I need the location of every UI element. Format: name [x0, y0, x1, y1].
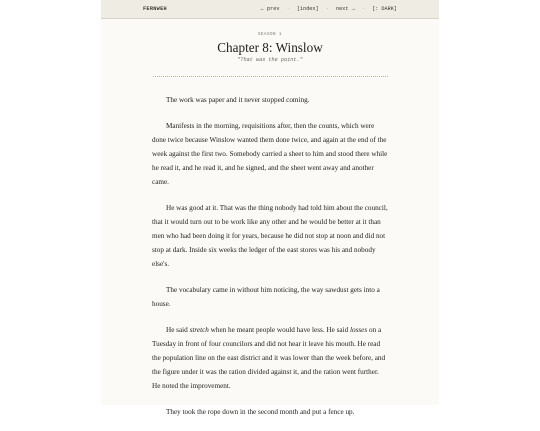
emphasized-text: stretch: [189, 326, 209, 334]
body-paragraph: [152, 405, 388, 419]
next-link[interactable]: next →: [336, 6, 355, 12]
paragraph-text: on a Tuesday in front of four councilors and did not hear it leave his mouth. He read the population line on the east district and it was lower than the week before, and the figure under it was the ration divided against it, and the ration went further. He noted the improvement.: [152, 326, 386, 390]
paragraph-text: The vocabulary came in without him noticing, the way sawdust gets into a house.: [152, 286, 380, 308]
paragraph-text: when he meant people would have less. He said: [208, 326, 350, 334]
season-label: SEASON 1: [257, 33, 283, 37]
header-divider: [153, 76, 388, 77]
chapter-nav: [261, 6, 397, 12]
body-paragraph: [152, 323, 388, 393]
nav-separator: ·: [361, 6, 365, 12]
nav-separator: ·: [286, 6, 290, 12]
theme-toggle[interactable]: [: DARK]: [372, 6, 397, 12]
paragraph-text: The work was paper and it never stopped coming.: [166, 96, 310, 104]
prev-link[interactable]: ← prev: [260, 6, 280, 12]
paragraph-text: They took the rope down in the second month and put a fence up.: [166, 408, 355, 416]
body-paragraph: [152, 93, 388, 107]
index-link[interactable]: [index]: [296, 6, 319, 12]
site-logo[interactable]: FERNWEH: [143, 6, 167, 12]
paragraph-text: He said: [166, 326, 190, 334]
paragraph-text: Manifests in the morning, requisitions after, then the counts, which were done twice because Winslow wanted them done twice, and again at the end of the week against the first two. Somebody carried a sheet to him and stood there while he read it, and he read it, and he signed, and the sheet went away and another came.: [152, 122, 388, 186]
body-paragraph: [152, 201, 388, 271]
paragraph-text: He was good at it. That was the thing nobody had told him about the council, that it would turn out to be work like any other and he would be better at it than men who had been doing it for years, because he did not stop at noon and did not stop at dark. Inside six weeks the ledger of the east stores was his and nobody else's.: [152, 204, 388, 268]
reader-page: [101, 0, 439, 416]
top-nav-bar: [101, 0, 439, 19]
emphasized-text: losses: [349, 326, 368, 334]
chapter-header: [101, 33, 439, 63]
body-paragraph: [152, 283, 388, 311]
chapter-body: [152, 93, 388, 431]
chapter-epigraph: "That was the point.": [237, 57, 303, 63]
nav-separator: ·: [325, 6, 329, 12]
chapter-title: Chapter 8: Winslow: [217, 40, 323, 55]
body-paragraph: [152, 119, 388, 189]
